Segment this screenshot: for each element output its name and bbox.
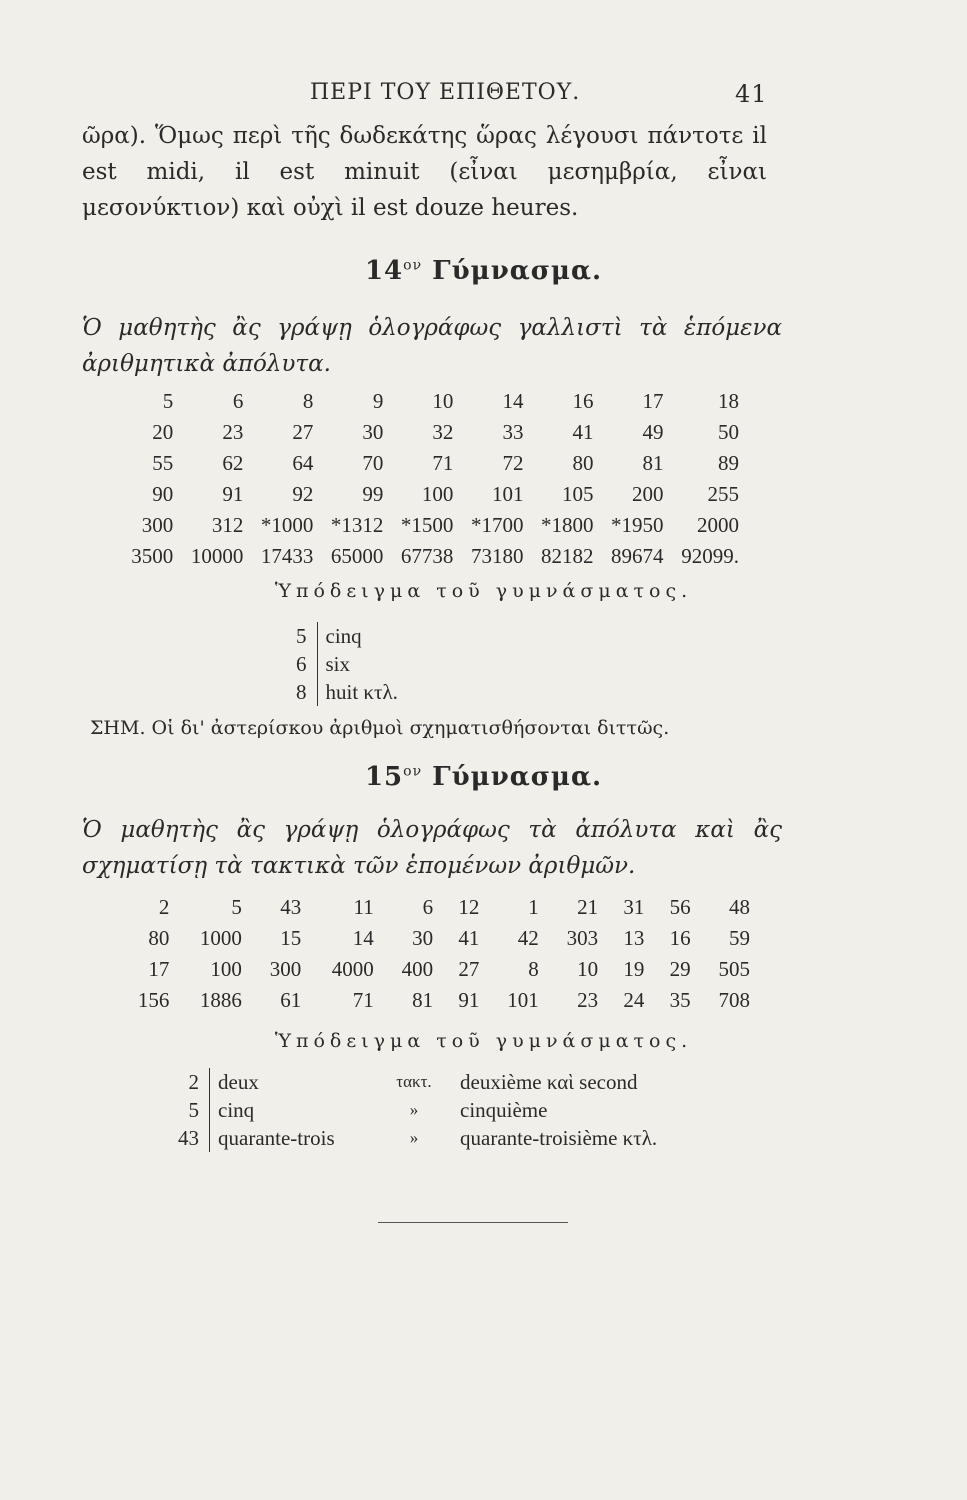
table-cell: 43: [280, 895, 302, 919]
table-cell: *1700: [470, 513, 524, 537]
exercise-15-example-table: [170, 1068, 665, 1152]
table-cell: 99: [362, 482, 384, 506]
table-cell: 1000: [199, 926, 242, 950]
table-cell: 62: [222, 451, 244, 475]
example-row: [288, 678, 406, 706]
table-cell: 16: [572, 389, 594, 413]
exercise-14-number-table: [122, 386, 747, 572]
table-row: [122, 479, 747, 510]
table-cell: 64: [292, 451, 314, 475]
example-row: [170, 1096, 665, 1124]
table-row: [122, 510, 747, 541]
example-number: 8: [288, 678, 317, 706]
table-cell: *1000: [260, 513, 314, 537]
table-cell: *1312: [330, 513, 384, 537]
table-cell: 71: [432, 451, 454, 475]
table-cell: 17433: [260, 544, 314, 568]
table-cell: 400: [401, 957, 434, 981]
table-cell: 20: [152, 420, 174, 444]
exercise-15-instruction: Ὁ μαθητὴς ἂς γράψῃ ὁλογράφως τὰ ἀπόλυτα καὶ ἂς σχηματίσῃ τὰ τακτικὰ τῶν ἑπομένων ἀριθμῶν.: [82, 817, 782, 879]
example-number: 5: [288, 622, 317, 650]
table-cell: 42: [517, 926, 539, 950]
table-cell: 55: [152, 451, 174, 475]
exercise-14-heading: [0, 256, 967, 286]
table-cell: 89674: [611, 544, 664, 568]
table-cell: 82182: [540, 544, 594, 568]
table-cell: 80: [148, 926, 170, 950]
table-row: [118, 985, 758, 1016]
example-cardinal: deux: [218, 1069, 259, 1094]
table-cell: 10: [432, 389, 454, 413]
table-cell: 101: [491, 482, 524, 506]
example-french: cinq: [325, 623, 362, 648]
table-cell: 1: [528, 895, 539, 919]
table-cell: 300: [141, 513, 174, 537]
intro-paragraph: ῶρα). Ὅμως περὶ τῆς δωδεκάτης ὥρας λέγουσι πάντοτε il est midi, il est minuit (εἶναι μεσημβρία, εἶναι μεσονύκτιον) καὶ οὐχὶ il est douze heures.: [82, 123, 767, 221]
table-cell: 35: [669, 988, 691, 1012]
table-cell: 27: [292, 420, 314, 444]
exercise-14-note: ΣΗΜ. Οἱ δι' ἀστερίσκου ἀριθμοὶ σχηματισθήσονται διττῶς.: [90, 717, 670, 739]
table-cell: 16: [669, 926, 691, 950]
table-cell: 65000: [330, 544, 384, 568]
table-cell: 23: [577, 988, 599, 1012]
table-cell: 156: [137, 988, 170, 1012]
table-cell: 4000: [331, 957, 374, 981]
table-cell: 8: [528, 957, 539, 981]
table-cell: 3500: [131, 544, 174, 568]
table-cell: 92: [292, 482, 314, 506]
table-cell: 72: [502, 451, 524, 475]
example-cardinal: quarante-trois: [218, 1125, 335, 1150]
table-cell: 300: [269, 957, 302, 981]
table-cell: 30: [362, 420, 384, 444]
table-row: [122, 448, 747, 479]
end-rule: [378, 1222, 568, 1223]
table-cell: 70: [362, 451, 384, 475]
example-label: »: [409, 1128, 419, 1147]
example-row: [288, 622, 406, 650]
table-cell: 505: [718, 957, 750, 981]
table-cell: 32: [432, 420, 454, 444]
table-cell: 200: [632, 482, 664, 506]
table-cell: 5: [231, 895, 242, 919]
example-number: 5: [170, 1096, 210, 1124]
table-cell: 11: [353, 895, 374, 919]
table-cell: 92099.: [681, 544, 739, 568]
exercise-14-example-title: Ὑπόδειγμα τοῦ γυμνάσματος.: [274, 580, 693, 602]
table-cell: 17: [642, 389, 664, 413]
table-row: [118, 954, 758, 985]
exercise-14-example-table: [288, 622, 406, 706]
table-cell: 59: [729, 926, 750, 950]
table-cell: 31: [623, 895, 645, 919]
table-cell: 19: [623, 957, 645, 981]
table-row: [118, 892, 758, 923]
table-cell: 89: [718, 451, 739, 475]
example-row: [170, 1068, 665, 1096]
table-cell: 5: [162, 389, 174, 413]
table-cell: 71: [352, 988, 374, 1012]
table-cell: 12: [458, 895, 480, 919]
table-cell: 10000: [190, 544, 244, 568]
table-cell: 33: [502, 420, 524, 444]
table-row: [118, 923, 758, 954]
table-cell: 17: [148, 957, 170, 981]
table-cell: 14: [352, 926, 374, 950]
table-cell: 91: [222, 482, 244, 506]
exercise-15-word: Γύμνασμα.: [432, 762, 603, 792]
table-cell: 21: [577, 895, 599, 919]
example-number: 43: [170, 1124, 210, 1152]
table-cell: 255: [707, 482, 739, 506]
table-cell: 81: [642, 451, 664, 475]
example-french: six: [325, 651, 351, 676]
exercise-14-word: Γύμνασμα.: [432, 256, 603, 286]
exercise-14-number: 14: [364, 256, 404, 286]
table-cell: 10: [577, 957, 599, 981]
table-cell: 81: [412, 988, 434, 1012]
table-cell: 50: [718, 420, 739, 444]
example-row: [170, 1124, 665, 1152]
exercise-14-instruction: Ὁ μαθητὴς ἂς γράψῃ ὁλογράφως γαλλιστὶ τὰ ἑπόμενα ἀριθμητικὰ ἀπόλυτα.: [82, 315, 782, 377]
example-row: [288, 650, 406, 678]
table-cell: 105: [561, 482, 594, 506]
table-cell: 1886: [199, 988, 242, 1012]
example-ordinal: cinquième: [460, 1097, 548, 1122]
table-cell: 13: [623, 926, 645, 950]
table-cell: 8: [302, 389, 314, 413]
table-cell: 49: [642, 420, 664, 444]
exercise-15-heading: [0, 762, 967, 792]
table-cell: 6: [232, 389, 244, 413]
table-cell: *1500: [400, 513, 454, 537]
table-cell: 9: [372, 389, 384, 413]
exercise-15-number: 15: [364, 762, 404, 792]
table-cell: 67738: [400, 544, 454, 568]
table-cell: 100: [421, 482, 454, 506]
table-cell: 27: [458, 957, 480, 981]
table-cell: 2: [158, 895, 170, 919]
table-cell: 91: [458, 988, 480, 1012]
table-row: [122, 386, 747, 417]
table-cell: 14: [502, 389, 524, 413]
page-number: 41: [735, 80, 768, 108]
table-cell: 6: [422, 895, 434, 919]
table-cell: 41: [572, 420, 594, 444]
table-cell: *1950: [611, 513, 664, 537]
example-label: τακτ.: [396, 1072, 432, 1091]
table-cell: *1800: [540, 513, 594, 537]
exercise-15-ordinal: ον: [403, 763, 423, 780]
table-row: [122, 541, 747, 572]
table-row: [122, 417, 747, 448]
table-cell: 23: [222, 420, 244, 444]
table-cell: 708: [718, 988, 750, 1012]
exercise-14-ordinal: ον: [403, 257, 423, 274]
example-ordinal: deuxième καὶ second: [460, 1069, 638, 1094]
example-number: 6: [288, 650, 317, 678]
example-french: huit κτλ.: [325, 679, 398, 704]
table-cell: 90: [152, 482, 174, 506]
table-cell: 48: [729, 895, 750, 919]
table-cell: 2000: [697, 513, 739, 537]
table-cell: 18: [718, 389, 739, 413]
table-cell: 101: [507, 988, 539, 1012]
example-number: 2: [170, 1068, 210, 1096]
table-cell: 80: [572, 451, 594, 475]
exercise-15-number-table: [118, 892, 758, 1016]
table-cell: 30: [412, 926, 434, 950]
table-cell: 100: [210, 957, 242, 981]
chapter-title: ΠΕΡΙ ΤΟΥ ΕΠΙΘΕΤΟΥ.: [310, 80, 581, 105]
table-cell: 61: [280, 988, 302, 1012]
example-cardinal: cinq: [218, 1097, 255, 1122]
table-cell: 303: [566, 926, 599, 950]
example-label: »: [409, 1100, 419, 1119]
table-cell: 24: [623, 988, 645, 1012]
table-cell: 73180: [470, 544, 524, 568]
table-cell: 56: [669, 895, 691, 919]
exercise-15-example-title: Ὑπόδειγμα τοῦ γυμνάσματος.: [274, 1030, 693, 1052]
table-cell: 29: [669, 957, 691, 981]
table-cell: 15: [280, 926, 302, 950]
table-cell: 41: [458, 926, 480, 950]
table-cell: 312: [211, 513, 244, 537]
example-ordinal: quarante-troisième κτλ.: [460, 1125, 658, 1150]
